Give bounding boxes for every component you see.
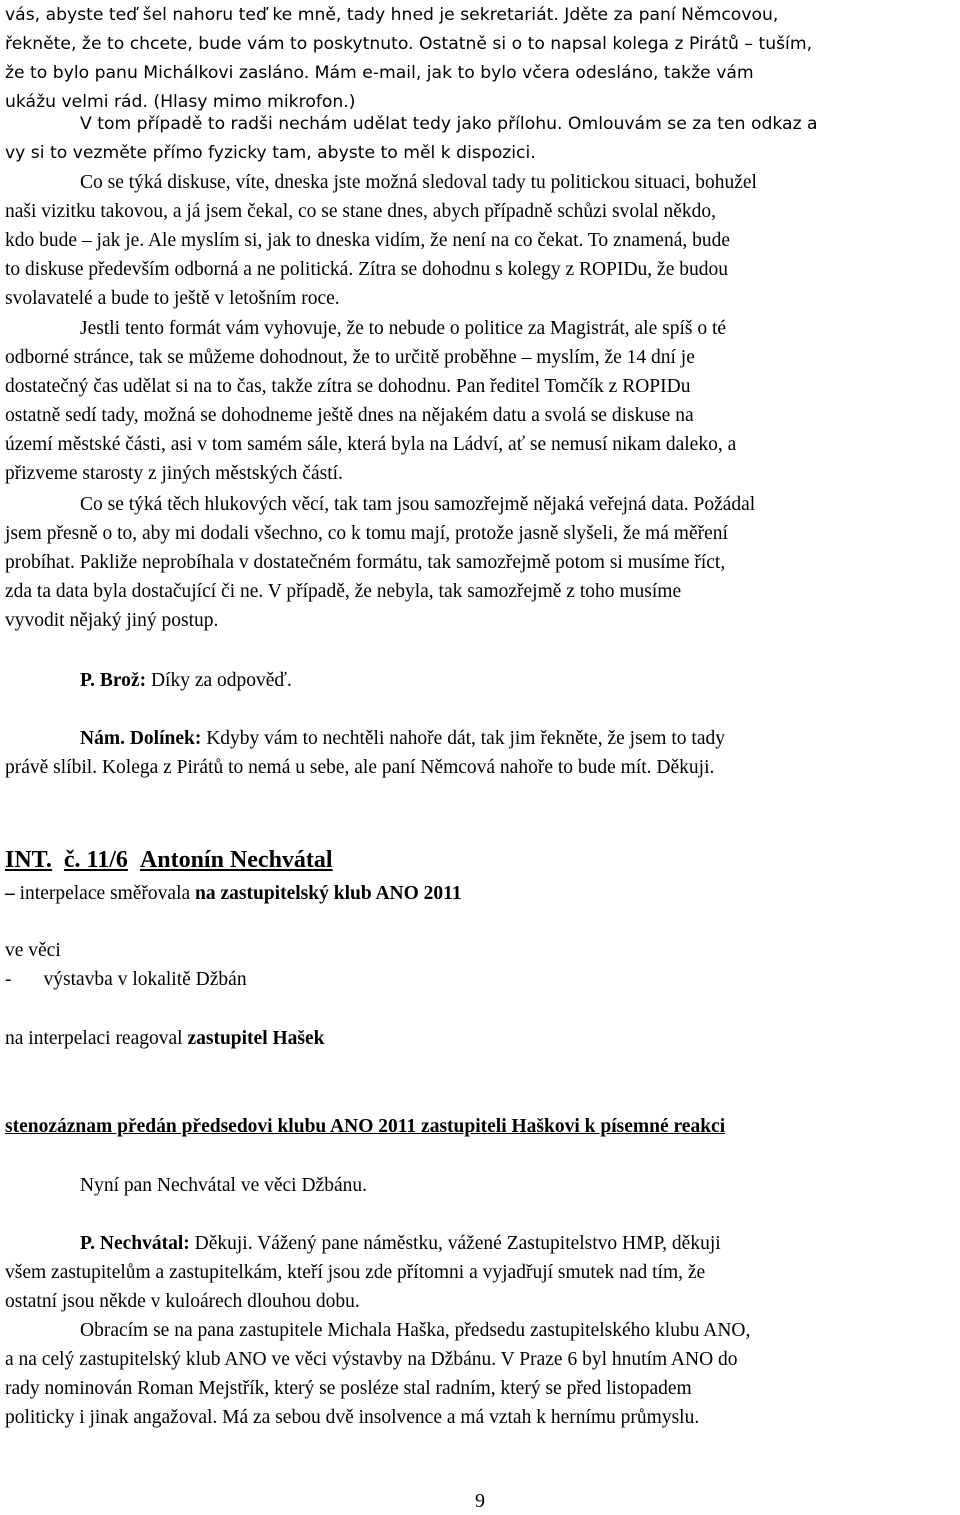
text-line: a na celý zastupitelský klub ANO ve věci výstavby na Džbánu. V Praze 6 byl hnutím ANO do [5,1349,738,1370]
interpellation-target [5,880,462,908]
reagoval-label: na interpelaci reagoval [5,1028,188,1049]
text-line: že to bylo panu Michálkovi zasláno. Mám e-mail, jak to bylo včera odesláno, takže vám [5,63,754,83]
speech-text: Díky za odpověď. [146,670,292,691]
text-line: ostatně sedí tady, možná se dohodneme ještě dnes na nějakém datu a svolá se diskuse na [5,405,694,426]
text-line: ostatní jsou někde v kuloárech dlouhou dobu. [5,1291,360,1312]
interpellation-heading [5,846,333,874]
nechvatal-line [80,1230,721,1258]
reagoval-who: zastupitel Hašek [187,1028,325,1049]
dolinek-line [80,725,725,753]
text-line: naši vizitku takovou, a já jsem čekal, co se stane dnes, abych případně schůzi svolal někdo, [5,201,716,222]
text-line: to diskuse především odborná a ne politická. Zítra se dohodnu s kolegy z ROPIDu, že budou [5,259,728,280]
speaker-name: Nám. Dolínek: [80,728,202,749]
page-number: 9 [475,1490,485,1512]
text-line: právě slíbil. Kolega z Pirátů to nemá u sebe, ale paní Němcová nahoře to bude mít. Děkuji. [5,757,715,778]
stenozaznam-note: stenozáznam předán předsedovi klubu ANO 2011 zastupiteli Haškovi k písemné reakci [5,1116,726,1137]
text-line: vy si to vezměte přímo fyzicky tam, abyste to měl k dispozici. [5,143,536,163]
text-line: vyvodit nějaký jiný postup. [5,610,219,631]
intro-line: Nyní pan Nechvátal ve věci Džbánu. [80,1175,367,1196]
text-line: řekněte, že to chcete, bude vám to poskytnuto. Ostatně si o to napsal kolega z Pirátů – tuším, [5,34,813,54]
speech-text: Kdyby vám to nechtěli nahoře dát, tak jim řekněte, že jsem to tady [201,728,725,749]
heading-number: č. 11/6 [63,847,128,873]
text-line: politicky i jinak angažoval. Má za sebou dvě insolvence a má vztah k hernímu průmyslu. [5,1407,700,1428]
text-line: ukážu velmi rád. (Hlasy mimo mikrofon.) [5,92,356,112]
text-line: přizveme starosty z jiných městských částí. [5,463,343,484]
speech-text: Děkuji. Vážený pane náměstku, vážené Zastupitelstvo HMP, děkuji [189,1233,721,1254]
broz-line [80,667,292,695]
text-line: Obracím se na pana zastupitele Michala Haška, předsedu zastupitelského klubu ANO, [80,1320,751,1341]
topic-line [5,966,247,994]
dash: – [5,883,15,904]
text-line: všem zastupitelům a zastupitelkám, kteří jsou zde přítomni a vyjadřují smutek nad tím, že [5,1262,706,1283]
text-line: území městské části, asi v tom samém sále, která byla na Ládví, ať se nemusí nikam daleko, a [5,434,737,455]
text-line: Co se týká těch hlukových věcí, tak tam jsou samozřejmě nějaká veřejná data. Požádal [80,494,756,515]
text-line: odborné stránce, tak se můžeme dohodnout, že to určitě proběhne – myslím, že 14 dní je [5,347,695,368]
text-line: zda ta data byla dostačující či ne. V případě, že nebyla, tak samozřejmě z toho musíme [5,581,682,602]
target-label: interpelace směřovala [14,883,196,904]
text-line: Jestli tento formát vám vyhovuje, že to nebude o politice za Magistrát, ale spíš o té [80,318,727,339]
text-line: svolavatelé a bude to ještě v letošním roce. [5,288,340,309]
ve-veci-label: ve věci [5,940,61,961]
heading-int: INT. [5,847,52,873]
text-line: dostatečný čas udělat si na to čas, takže zítra se dohodnu. Pan ředitel Tomčík z ROPIDu [5,376,691,397]
speaker-name: P. Brož: [80,670,147,691]
text-line: vás, abyste teď šel nahoru teď ke mně, tady hned je sekretariát. Jděte za paní Němcovou, [5,5,779,25]
text-line: Co se týká diskuse, víte, dneska jste možná sledoval tady tu politickou situaci, bohužel [80,172,757,193]
heading-name: Antonín Nechvátal [139,847,333,873]
speaker-name: P. Nechvátal: [80,1233,190,1254]
text-line: jsem přesně o to, aby mi dodali všechno, co k tomu mají, protože jasně slyšeli, že má měření [5,523,728,544]
text-line: V tom případě to radši nechám udělat tedy jako přílohu. Omlouvám se za ten odkaz a [80,114,818,134]
reagoval-line [5,1025,325,1053]
target-value: na zastupitelský klub ANO 2011 [195,883,462,904]
text-line: rady nominován Roman Mejstřík, který se posléze stal radním, který se před listopadem [5,1378,692,1399]
topic-text: výstavba v lokalitě Džbán [43,969,247,990]
text-line: kdo bude – jak je. Ale myslím si, jak to dneska vidím, že není na co čekat. To znamená, bude [5,230,731,251]
topic-dash: - [5,969,12,990]
text-line: probíhat. Pakliže neprobíhala v dostatečném formátu, tak samozřejmě potom si musíme říct, [5,552,726,573]
